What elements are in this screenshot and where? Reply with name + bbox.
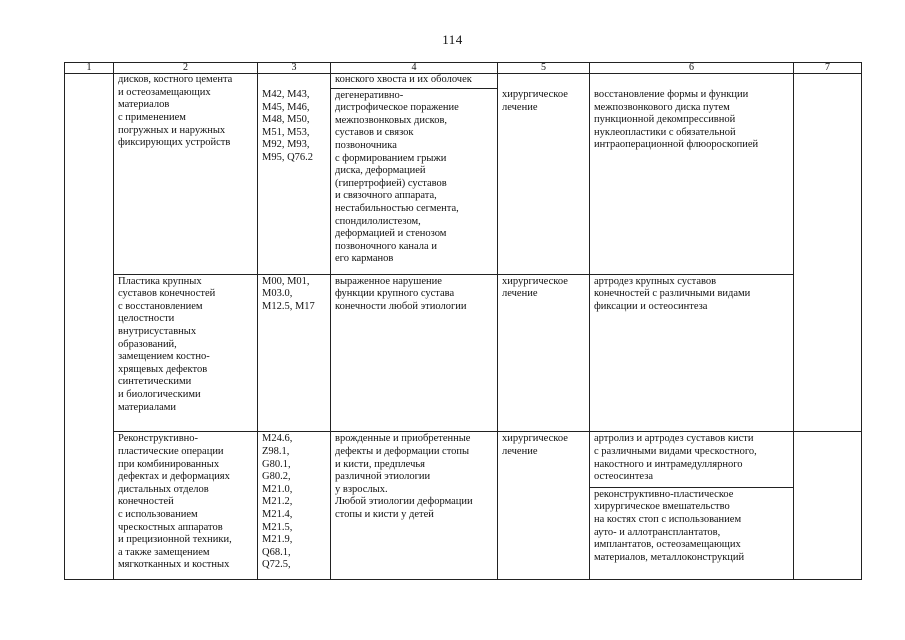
cell-icd-codes: M24.6, Z98.1, G80.1, G80.2, M21.0, M21.2, M21.4, M21.5, M21.9, Q68.1, Q72.5,	[258, 432, 331, 580]
cell-treatment-method: восстановление формы и функции межпозвонкового диска путем пункционной декомпрессивной нуклеопластики с обязательной интраоперационной флюороскопией	[590, 88, 794, 274]
header-col-5: 5	[498, 63, 590, 74]
header-col-2: 2	[114, 63, 258, 74]
cell-model: дегенеративно- дистрофическое поражение межпозвонковых дисков, суставов и связок позвоночника с формированием грыжи диска, деформацией (гипертрофией) суставов и связочного аппарата, нестабильностью сегмента, спондилолистезом, деформацией и стенозом позвоночного канала и его карманов	[331, 88, 498, 274]
col1-cell	[65, 74, 114, 580]
table-row	[65, 74, 862, 88]
header-col-4: 4	[331, 63, 498, 74]
cell-treatment-type: хирургическое лечение	[498, 88, 590, 274]
header-col-6: 6	[590, 63, 794, 74]
cell-method-name: дисков, костного цемента и остеозамещающих материалов с применением погружных и наружных фиксирующих устройств	[114, 74, 258, 274]
cell-method-name: Пластика крупных суставов конечностей с восстановлением целостности внутрисуставных образований, замещением костно- хрящевых дефектов синтетическими и биологическими материалами	[114, 274, 258, 432]
table-header-row	[65, 63, 862, 74]
cell-icd-codes: M42, M43, M45, M46, M48, M50, M51, M53, M92, M93, M95, Q76.2	[258, 88, 331, 274]
cell-icd-codes	[258, 74, 331, 88]
cell-treatment-method: реконструктивно-пластическое хирургическое вмешательство на костях стоп с использованием ауто- и аллотрансплантатов, имплантатов, остеозамещающих материалов, металлоконструкций	[590, 487, 794, 579]
cell-method-name: Реконструктивно- пластические операции при комбинированных дефектах и деформациях дистальных отделов конечностей с использованием чрескостных аппаратов и прецизионной техники, а также замещением мягкотканных и костных	[114, 432, 258, 580]
table-row	[65, 432, 862, 487]
col7-cell	[794, 74, 862, 432]
header-col-1: 1	[65, 63, 114, 74]
cell-model: врожденные и приобретенные дефекты и деформации стопы и кисти, предплечья различной этиологии у взрослых. Любой этиологии деформации стопы и кисти у детей	[331, 432, 498, 580]
table-row	[65, 274, 862, 432]
cell-model: конского хвоста и их оболочек	[331, 74, 498, 88]
cell-treatment-method: артролиз и артродез суставов кисти с различными видами чрескостного, накостного и интрамедуллярного остеосинтеза	[590, 432, 794, 487]
cell-treatment-type: хирургическое лечение	[498, 274, 590, 432]
cell-icd-codes: M00, M01, M03.0, M12.5, M17	[258, 274, 331, 432]
col7-cell	[794, 432, 862, 580]
cell-treatment-type	[498, 74, 590, 88]
cell-treatment-method: артродез крупных суставов конечностей с различными видами фиксации и остеосинтеза	[590, 274, 794, 432]
header-col-7: 7	[794, 63, 862, 74]
cell-treatment-type: хирургическое лечение	[498, 432, 590, 580]
page-number: 114	[442, 32, 463, 47]
medical-procedures-table	[64, 62, 862, 580]
header-col-3: 3	[258, 63, 331, 74]
cell-model: выраженное нарушение функции крупного сустава конечности любой этиологии	[331, 274, 498, 432]
cell-treatment-method	[590, 74, 794, 88]
